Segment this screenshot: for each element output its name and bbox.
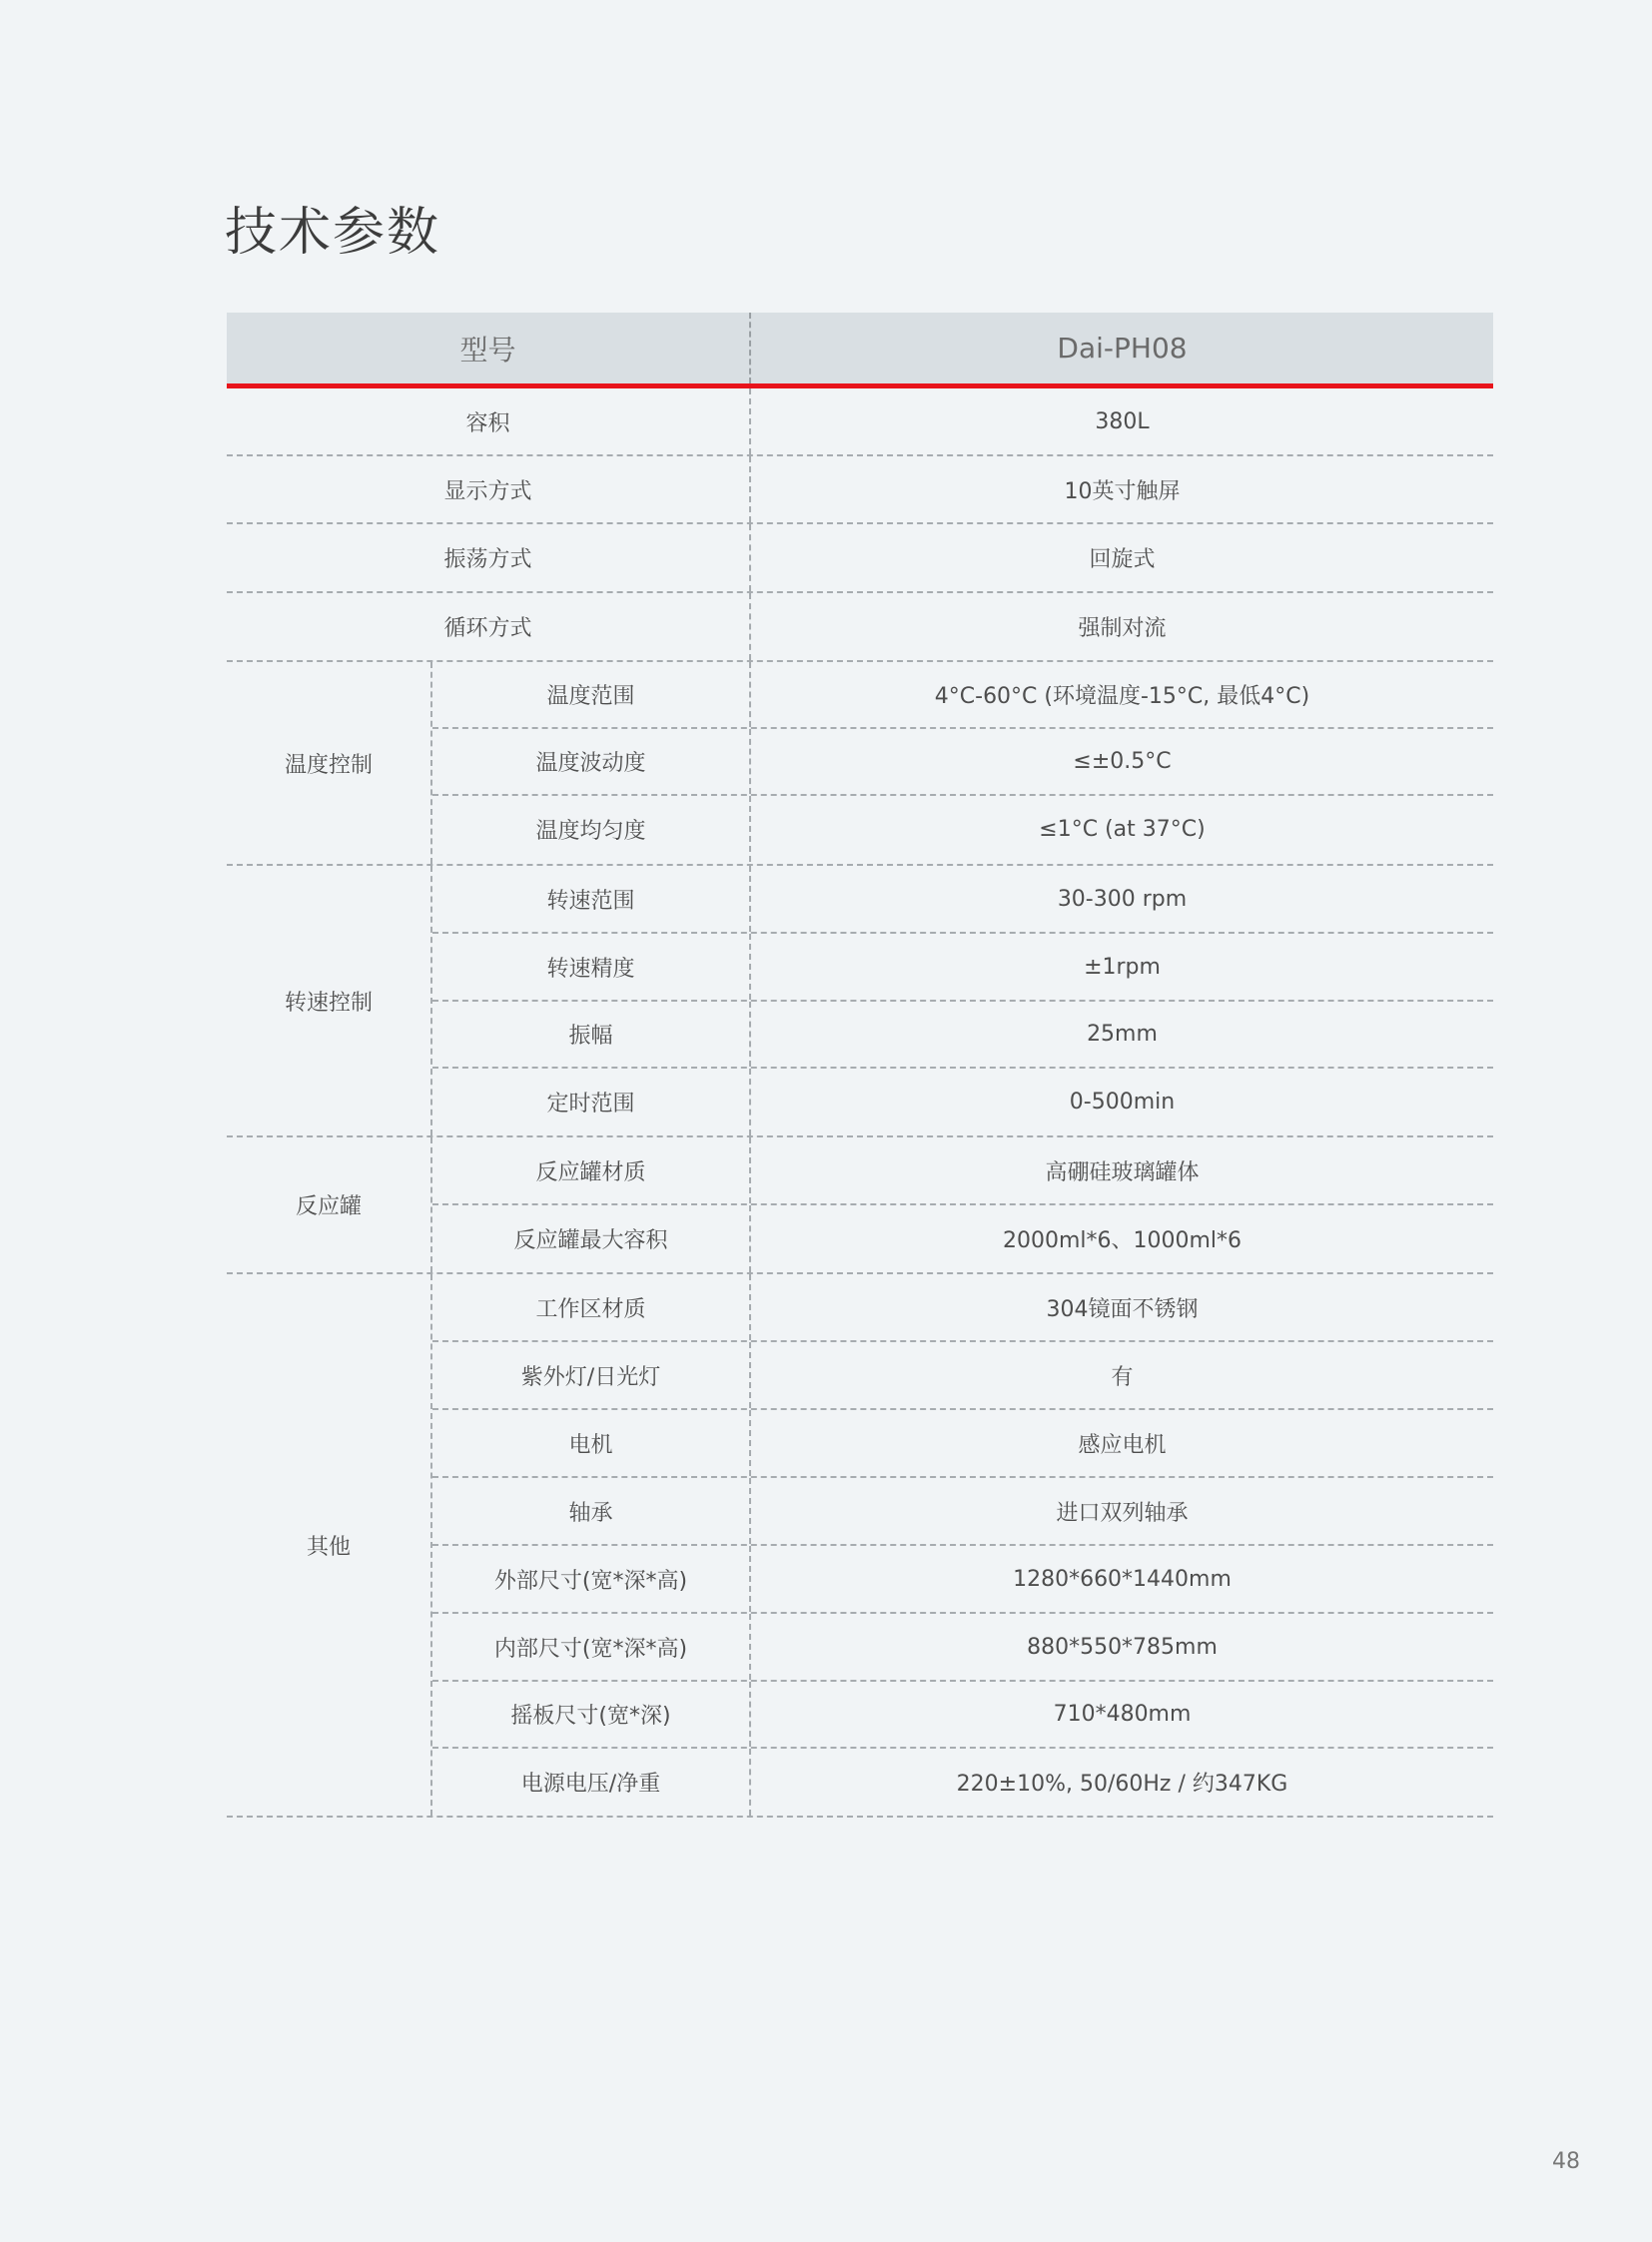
row-label: 紫外灯/日光灯: [432, 1342, 751, 1408]
row-value: 880*550*785mm: [1027, 1634, 1218, 1660]
table-row: [432, 1410, 1493, 1478]
row-label: 外部尺寸(宽*深*高): [432, 1546, 751, 1612]
group-speed: [227, 866, 1493, 1137]
row-label: 电机: [432, 1410, 751, 1476]
table-row: [432, 1478, 1493, 1546]
row-label: 温度均匀度: [432, 796, 751, 862]
row-label: 容积: [227, 388, 751, 454]
row-value: ≤1°C (at 37°C): [1039, 816, 1206, 842]
group-name: 反应罐: [227, 1137, 432, 1272]
table-row: [227, 524, 1493, 593]
table-row: [227, 388, 1493, 456]
group-reactor: [227, 1137, 1493, 1274]
table-row: [432, 1205, 1493, 1272]
table-row: [227, 456, 1493, 524]
row-label: 摇板尺寸(宽*深): [432, 1682, 751, 1747]
page-title: 技术参数: [225, 203, 441, 263]
row-label: 显示方式: [227, 456, 751, 522]
row-value: ±1rpm: [1084, 954, 1161, 980]
row-label: 振幅: [432, 1002, 751, 1067]
row-label: 内部尺寸(宽*深*高): [432, 1614, 751, 1680]
table-row: [432, 1002, 1493, 1069]
row-label: 温度波动度: [432, 729, 751, 794]
row-label: 转速精度: [432, 934, 751, 1000]
row-value: 2000ml*6、1000ml*6: [1002, 1228, 1242, 1253]
row-value: 380L: [1095, 408, 1150, 434]
row-label: 反应罐最大容积: [432, 1205, 751, 1272]
table-row: [432, 934, 1493, 1002]
row-value: 710*480mm: [1053, 1702, 1192, 1727]
row-label: 定时范围: [432, 1069, 751, 1135]
row-value: 回旋式: [1089, 547, 1156, 572]
group-name: 其他: [227, 1274, 432, 1816]
table-row: [432, 1274, 1493, 1342]
table-row: [432, 1069, 1493, 1135]
table-row: [432, 729, 1493, 796]
table-header: [227, 313, 1493, 388]
model-value: Dai-PH08: [1057, 332, 1188, 365]
row-value: 10英寸触屏: [1064, 478, 1181, 504]
row-label: 振荡方式: [227, 524, 751, 591]
table-row: [432, 866, 1493, 934]
table-row: [432, 1137, 1493, 1205]
row-label: 温度范围: [432, 662, 751, 727]
row-label: 转速范围: [432, 866, 751, 932]
row-label: 电源电压/净重: [432, 1749, 751, 1816]
table-row: [432, 796, 1493, 862]
row-value: 304镜面不锈钢: [1046, 1296, 1199, 1322]
table-row: [432, 1682, 1493, 1749]
table-row: [227, 593, 1493, 662]
row-label: 轴承: [432, 1478, 751, 1544]
table-row: [432, 1614, 1493, 1682]
row-value: 高硼硅玻璃罐体: [1045, 1159, 1200, 1185]
group-others: [227, 1274, 1493, 1818]
row-label: 工作区材质: [432, 1274, 751, 1340]
row-value: ≤±0.5°C: [1073, 749, 1172, 774]
row-value: 220±10%, 50/60Hz / 约347KG: [956, 1772, 1288, 1797]
spec-table: [227, 313, 1493, 1818]
row-value: 有: [1111, 1364, 1134, 1390]
row-value: 强制对流: [1078, 616, 1167, 641]
row-label: 反应罐材质: [432, 1137, 751, 1203]
table-row: [432, 1749, 1493, 1816]
row-label: 循环方式: [227, 593, 751, 660]
row-value: 0-500min: [1069, 1090, 1176, 1115]
group-temperature: [227, 662, 1493, 866]
table-row: [432, 662, 1493, 729]
model-label: 型号: [227, 313, 751, 383]
row-value: 进口双列轴承: [1056, 1500, 1189, 1526]
group-name: 转速控制: [227, 866, 432, 1135]
row-value: 25mm: [1087, 1022, 1158, 1047]
row-value: 30-300 rpm: [1057, 886, 1188, 912]
row-value: 1280*660*1440mm: [1013, 1566, 1232, 1592]
row-value: 感应电机: [1078, 1432, 1167, 1458]
table-row: [432, 1546, 1493, 1614]
group-name: 温度控制: [227, 662, 432, 864]
table-row: [432, 1342, 1493, 1410]
page-number: 48: [1552, 2149, 1580, 2174]
row-value: 4°C-60°C (环境温度-15°C, 最低4°C): [934, 684, 1310, 709]
